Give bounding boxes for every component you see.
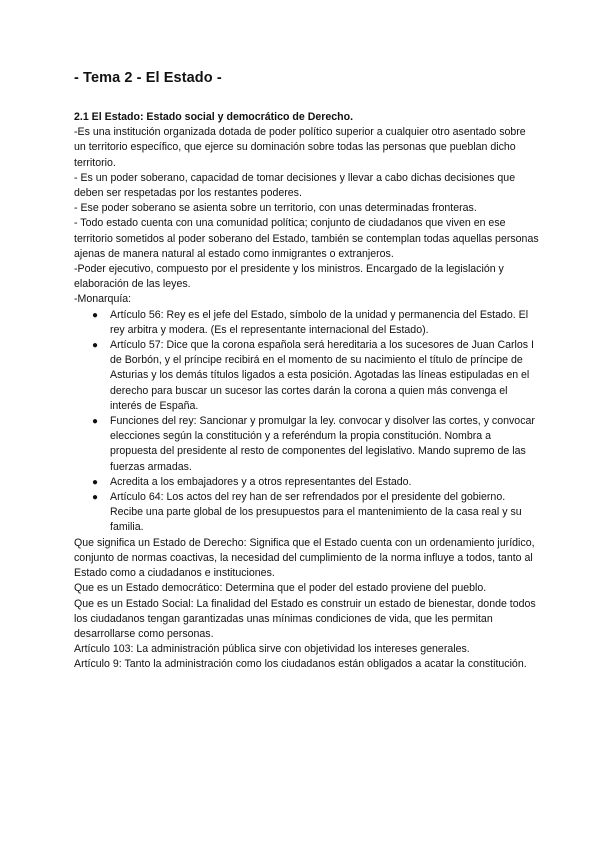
paragraph: -Poder ejecutivo, compuesto por el presidente y los ministros. Encargado de la legislación y elaboración de las leyes. bbox=[74, 263, 504, 291]
paragraph: Artículo 103: La administración pública sirve con objetividad los intereses generales. bbox=[74, 643, 470, 656]
page-title: - Tema 2 - El Estado - bbox=[74, 70, 222, 86]
bullet-icon: ● bbox=[92, 416, 99, 428]
list-item-text: Artículo 57: Dice que la corona española será hereditaria a los sucesores de Juan Carlos I de Borbón, y el príncipe recibirá en el momento de su nacimiento el título de príncipe de Asturias y los demás títulos ligados a esta posición. Agotadas las líneas estipuladas en el derecho para buscar un sucesor las cortes darán la corona a quien más convenga el interés de España. bbox=[110, 339, 534, 412]
bullet-icon: ● bbox=[92, 476, 99, 488]
section-heading: 2.1 El Estado: Estado social y democrático de Derecho. bbox=[74, 111, 354, 123]
list-item bbox=[92, 475, 540, 490]
paragraph: Que significa un Estado de Derecho: Significa que el Estado cuenta con un ordenamiento jurídico, conjunto de normas coactivas, la necesidad del cumplimiento de la norma influye a todos, tanto al Estado como a ciudadanos e instituciones. bbox=[74, 536, 535, 580]
bullet-icon: ● bbox=[92, 309, 99, 321]
monarchy-bullet-list bbox=[74, 308, 540, 536]
paragraph: -Monarquía: bbox=[74, 293, 132, 306]
paragraph: Que es un Estado Social: La finalidad del Estado es construir un estado de bienestar, donde todos los ciudadanos tengan garantizadas unas mínimas condiciones de vida, que les permitan desarrollarse como personas. bbox=[74, 597, 536, 640]
bullet-icon: ● bbox=[92, 492, 99, 504]
paragraph: - Es un poder soberano, capacidad de tomar decisiones y llevar a cabo dichas decisiones que deben ser respetadas por los restantes poderes. bbox=[74, 171, 516, 200]
document-body bbox=[74, 110, 540, 673]
list-item-text: Artículo 64: Los actos del rey han de ser refrendados por el presidente del gobierno. Recibe una parte global de los presupuestos para el mantenimiento de la casa real y su familia. bbox=[110, 491, 522, 534]
paragraph: -Es una institución organizada dotada de poder político superior a cualquier otro asentado sobre un territorio específico, que ejerce su dominación sobre todas las personas que pueblan dicho territorio. bbox=[74, 126, 526, 169]
paragraph: - Ese poder soberano se asienta sobre un territorio, con unas determinadas fronteras. bbox=[74, 202, 477, 215]
list-item bbox=[92, 414, 540, 475]
list-item bbox=[92, 338, 540, 414]
list-item-text: Funciones del rey: Sancionar y promulgar la ley. convocar y disolver las cortes, y convocar elecciones según la constitución y a referéndum la propia constitución. Nombra a propuesta del presidente al resto de componentes del legislativo. Mando supremo de las fuerzas armadas. bbox=[110, 415, 535, 473]
list-item-text: Acredita a los embajadores y a otros representantes del Estado. bbox=[110, 475, 412, 488]
paragraph: - Todo estado cuenta con una comunidad política; conjunto de ciudadanos que viven en ese territorio sometidos al poder soberano del Estado, también se contemplan todas aquellas personas ajenas de manera natural al estado como inmigrantes o extranjeros. bbox=[74, 217, 539, 260]
paragraph: Que es un Estado democrático: Determina que el poder del estado proviene del pueblo. bbox=[74, 582, 487, 595]
list-item bbox=[92, 308, 540, 338]
paragraph: Artículo 9: Tanto la administración como los ciudadanos están obligados a acatar la constitución. bbox=[74, 658, 527, 671]
list-item-text: Artículo 56: Rey es el jefe del Estado, símbolo de la unidad y permanencia del Estado. El rey arbitra y modera. (Es el representante internacional del Estado). bbox=[110, 308, 529, 336]
list-item bbox=[92, 490, 540, 536]
bullet-icon: ● bbox=[92, 340, 99, 352]
